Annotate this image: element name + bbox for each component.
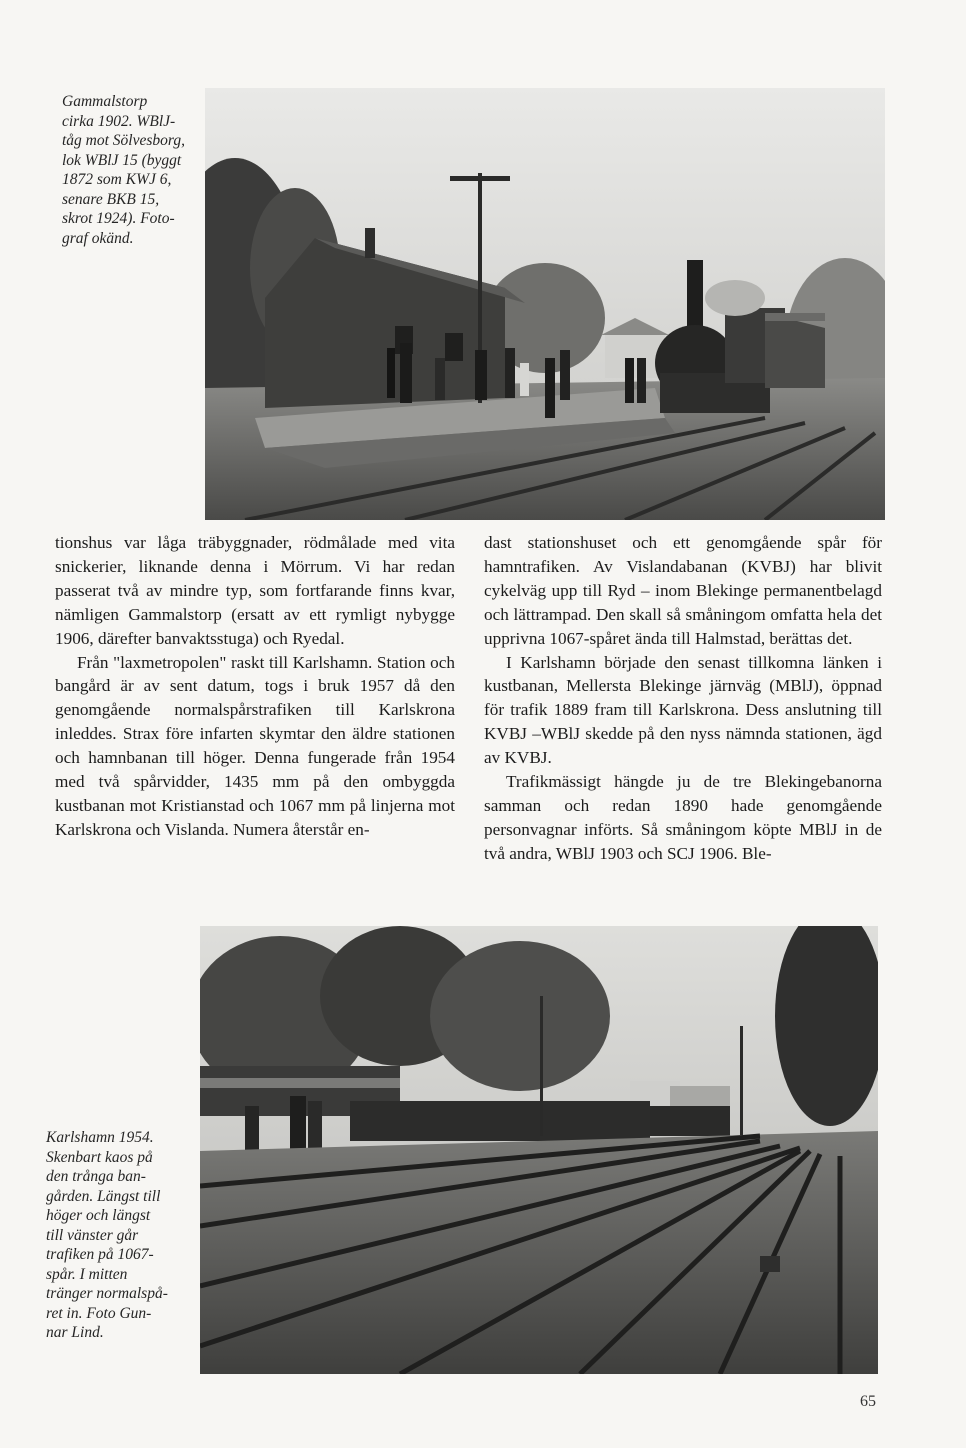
rail-yard-illustration (200, 926, 878, 1374)
text-column-right (484, 531, 882, 866)
caption-line: graf okänd. (62, 229, 134, 247)
caption-line: cirka 1902. WBlJ- (62, 112, 176, 130)
caption-line: Skenbart kaos på (46, 1148, 153, 1166)
caption-line: tåg mot Sölvesborg, (62, 132, 185, 149)
paragraph: Trafikmässigt hängde ju de tre Blekingebanorna samman och redan 1890 hade genomgående personvagnar införts. Så småningom köpte MBlJ in de två andra, WBlJ 1903 och SCJ 1906. Ble- (484, 772, 882, 863)
photo-caption-karlshamn (46, 1128, 196, 1343)
caption-line: till vänster går (46, 1226, 139, 1244)
caption-line: gården. Längst till (46, 1187, 161, 1205)
paragraph: Från "laxmetropolen" raskt till Karlshamn. Station och bangård är av sent datum, togs i bruk 1957 då den genomgående normalspårstrafiken till Karlskrona inleddes. Strax före infarten skymtar den äldre stationen och hamnbanan till höger. Denna fungerade från 1954 med två spårvidder, 1435 mm på den ombyggda kustbanan mot Kristianstad och 1067 mm på linjerna mot Karlskrona och Vislanda. Numera återstår en- (55, 652, 455, 839)
photo-gammalstorp-station (205, 88, 885, 520)
paragraph: tionshus var låga träbyggnader, rödmålade med vita snickerier, liknande denna i Mörrum. Vi har redan passerat två av mindre typ, som fortfarande finns kvar, nämligen Gammalstorp (ersatt av ett rymligt nybygge 1906, därefter banvaktsstuga) och Ryedal. (55, 533, 455, 648)
caption-line: skrot 1924). Foto- (62, 210, 175, 227)
caption-line: tränger normalspå- (46, 1285, 168, 1302)
caption-line: senare BKB 15, (62, 190, 160, 208)
caption-line: Karlshamn 1954. (46, 1129, 154, 1146)
text-column-left (55, 531, 455, 842)
paragraph: I Karlshamn började den senast tillkomna länken i kustbanan, Mellersta Blekinge järnväg (MBlJ), öppnad för trafik 1889 fram till Karlskrona. Dess anslutning till KVBJ –WBlJ skedde på den nyss nämnda stationen, ägd av KVBJ. (484, 652, 882, 768)
caption-line: spår. I mitten (46, 1265, 128, 1283)
photo-karlshamn-yard (200, 926, 878, 1374)
caption-line: 1872 som KWJ 6, (62, 171, 172, 188)
caption-line: höger och längst (46, 1207, 151, 1224)
photo-caption-gammalstorp (62, 92, 202, 248)
caption-line: Gammalstorp (62, 93, 148, 110)
page-number: 65 (860, 1393, 876, 1410)
paragraph: dast stationshuset och ett genomgående spår för hamntrafiken. Av Vislandabanan (KVBJ) har blivit cykelväg upp till Ryd – inom Blekinge permanentbelagd och lättrampad. Den skall så småningom omfatta hela det upprivna 1067-spåret ända till Halmstad, berättas det. (484, 533, 882, 648)
station-train-illustration (205, 88, 885, 520)
caption-line: trafiken på 1067- (46, 1246, 154, 1263)
caption-line: nar Lind. (46, 1324, 104, 1341)
caption-line: lok WBlJ 15 (byggt (62, 151, 182, 169)
caption-line: den trånga ban- (46, 1168, 146, 1185)
caption-line: ret in. Foto Gun- (46, 1304, 152, 1322)
